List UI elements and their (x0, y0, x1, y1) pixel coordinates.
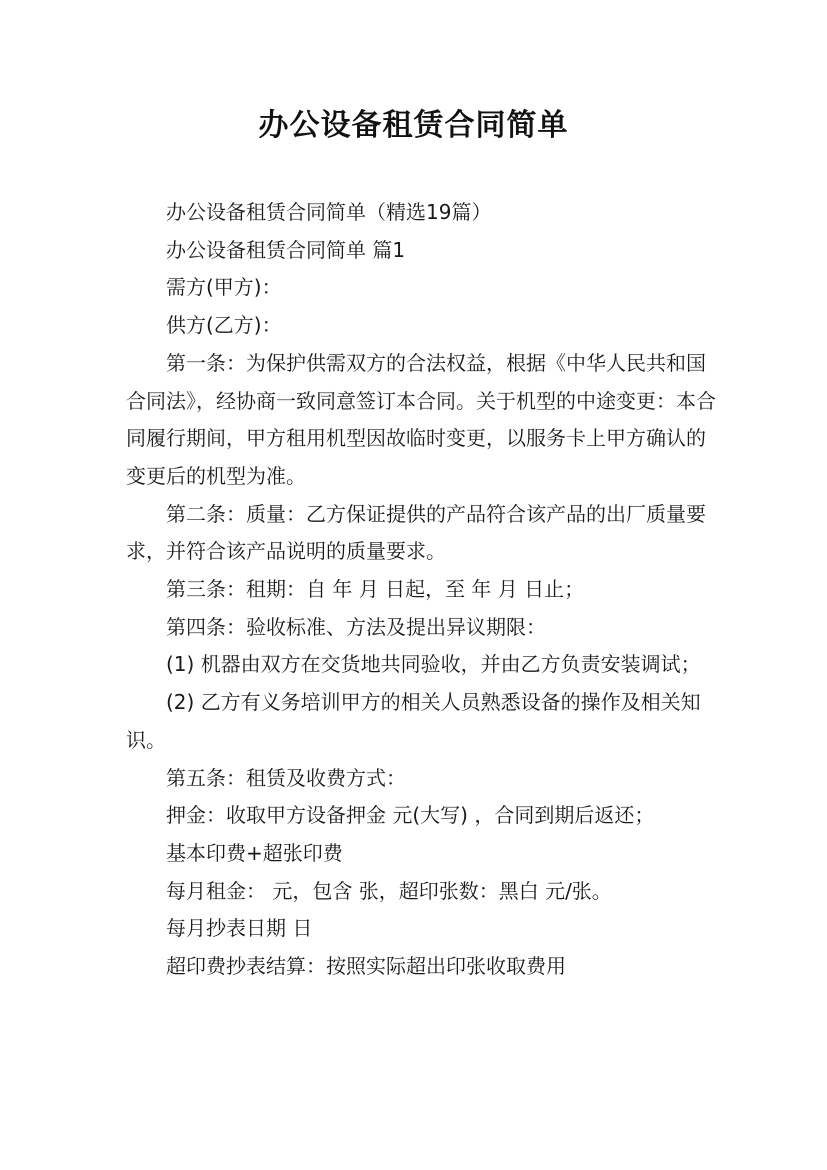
paragraph-article-2: 第二条：质量：乙方保证提供的产品符合该产品的出厂质量要求，并符合该产品说明的质量要求。 (126, 501, 706, 564)
paragraph-article-1: 第一条：为保护供需双方的合法权益，根据《中华人民共和国合同法》，经协商一致同意签订本合同。关于机型的中途变更：本合同履行期间，甲方租用机型因故临时变更，以服务卡上甲方确认的变更后的机型为准。 (126, 350, 716, 488)
paragraph-article-4: 第四条：验收标准、方法及提出异议期限： (166, 614, 546, 639)
paragraph-party-a: 需方(甲方)： (166, 275, 282, 300)
paragraph-subtitle: 办公设备租赁合同简单（精选19篇） (166, 200, 492, 224)
document-title: 办公设备租赁合同简单 (258, 108, 569, 143)
paragraph-article-4-item-2: (2) 乙方有义务培训甲方的相关人员熟悉设备的操作及相关知识。 (126, 690, 701, 752)
paragraph-fee-basis: 基本印费+超张印费 (166, 840, 343, 865)
paragraph-overprint-settlement: 超印费抄表结算：按照实际超出印张收取费用 (166, 954, 566, 979)
paragraph-article-3: 第三条：租期：自 年 月 日起，至 年 月 日止； (166, 577, 585, 602)
paragraph-article-4-item-1: (1) 机器由双方在交货地共同验收，并由乙方负责安装调试； (166, 652, 701, 677)
paragraph-deposit: 押金：收取甲方设备押金 元(大写) ，合同到期后返还； (166, 803, 655, 828)
document-body (126, 194, 716, 986)
paragraph-monthly-rent: 每月租金： 元，包含 张，超印张数：黑白 元/张。 (166, 878, 612, 903)
paragraph-meter-date: 每月抄表日期 日 (166, 916, 313, 941)
paragraph-party-b: 供方(乙方)： (166, 313, 282, 338)
paragraph-article-5: 第五条：租赁及收费方式： (166, 765, 406, 790)
paragraph-section-heading: 办公设备租赁合同简单 篇1 (166, 237, 406, 262)
